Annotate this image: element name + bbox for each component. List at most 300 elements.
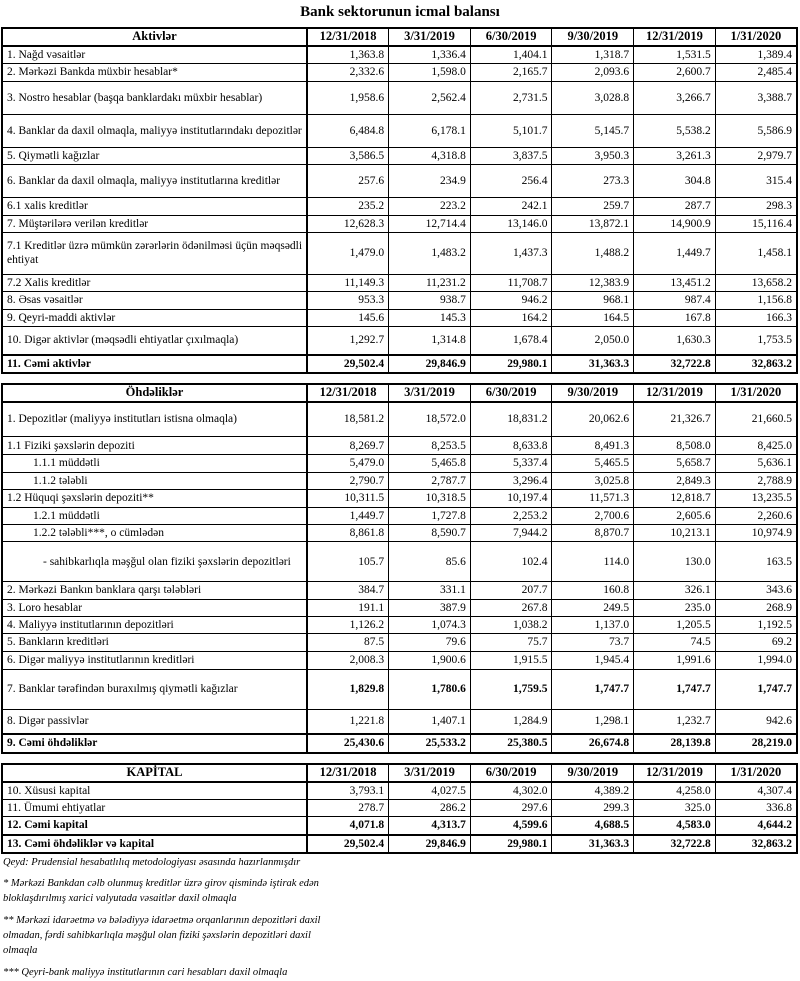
cell-value: 15,116.4: [715, 215, 797, 232]
row-label: 7. Banklar tərəfindən buraxılmış qiymətli kağızlar: [2, 669, 307, 709]
table-header-row: [2, 384, 797, 402]
cell-value: 2,485.4: [715, 64, 797, 81]
table-header-row: [2, 28, 797, 46]
cell-value: 3,837.5: [470, 147, 552, 164]
column-header-date: 1/31/2020: [715, 28, 797, 46]
cell-value: 1,900.6: [389, 651, 471, 669]
table-row: [2, 817, 797, 835]
cell-value: 5,101.7: [470, 114, 552, 147]
cell-value: 20,062.6: [552, 402, 634, 437]
row-label: 1. Nağd vəsaitlər: [2, 46, 307, 64]
cell-value: 5,658.7: [634, 455, 716, 472]
cell-value: 5,465.8: [389, 455, 471, 472]
column-header-date: 12/31/2018: [307, 384, 389, 402]
cell-value: 160.8: [552, 582, 634, 599]
cell-value: 7,944.2: [470, 524, 552, 541]
cell-value: 21,326.7: [634, 402, 716, 437]
column-header-date: 3/31/2019: [389, 28, 471, 46]
cell-value: 1,192.5: [715, 617, 797, 634]
cell-value: 166.3: [715, 309, 797, 326]
cell-value: 5,465.5: [552, 455, 634, 472]
row-label: 9. Cəmi öhdəliklər: [2, 734, 307, 752]
table-row: [2, 542, 797, 582]
cell-value: 1,630.3: [634, 327, 716, 355]
cell-value: 4,583.0: [634, 817, 716, 835]
row-label: 12. Cəmi kapital: [2, 817, 307, 835]
cell-value: 1,038.2: [470, 617, 552, 634]
row-label: 7.2 Xalis kreditlər: [2, 274, 307, 291]
row-label: 7.1 Kreditlər üzrə mümkün zərərlərin ödənilməsi üçün məqsədli ehtiyat: [2, 232, 307, 274]
cell-value: 26,674.8: [552, 734, 634, 752]
cell-value: 85.6: [389, 542, 471, 582]
table-row: [2, 455, 797, 472]
cell-value: 297.6: [470, 800, 552, 817]
table-row: [2, 835, 797, 853]
cell-value: 1,678.4: [470, 327, 552, 355]
cell-value: 1,449.7: [634, 232, 716, 274]
cell-value: 3,586.5: [307, 147, 389, 164]
cell-value: 1,598.0: [389, 64, 471, 81]
cell-value: 163.5: [715, 542, 797, 582]
cell-value: 75.7: [470, 634, 552, 651]
cell-value: 13,146.0: [470, 215, 552, 232]
cell-value: 387.9: [389, 599, 471, 616]
row-label: 1.2 Hüquqi şəxslərin depoziti**: [2, 490, 307, 507]
footnote-legal-entities: ** Mərkəzi idarəetmə və bələdiyyə idarəetmə orqanlarının depozitləri daxil olmadan, fərdi sahibkarlıqla məşğul olan fiziki şəxslərin depozitləri daxil olmaqla: [3, 914, 321, 956]
cell-value: 10,311.5: [307, 490, 389, 507]
cell-value: 259.7: [552, 198, 634, 215]
cell-value: 4,302.0: [470, 782, 552, 800]
cell-value: 5,538.2: [634, 114, 716, 147]
footnote-central-bank: * Mərkəzi Bankdan cəlb olunmuş kreditlər üzrə girov qismində iştirak edən bloklaşdırılmış xarici valyutada vəsaitlər daxil olmaqla: [3, 878, 319, 905]
cell-value: 29,846.9: [389, 835, 471, 853]
table-row: [2, 81, 797, 114]
cell-value: 102.4: [470, 542, 552, 582]
row-label: 13. Cəmi öhdəliklər və kapital: [2, 835, 307, 853]
cell-value: 235.2: [307, 198, 389, 215]
table-row: [2, 165, 797, 198]
cell-value: 10,213.1: [634, 524, 716, 541]
cell-value: 1,363.8: [307, 46, 389, 64]
table-row: [2, 709, 797, 734]
row-label: 11. Ümumi ehtiyatlar: [2, 800, 307, 817]
cell-value: 13,235.5: [715, 490, 797, 507]
cell-value: 114.0: [552, 542, 634, 582]
table-row: [2, 402, 797, 437]
cell-value: 14,900.9: [634, 215, 716, 232]
row-label: 9. Qeyri-maddi aktivlər: [2, 309, 307, 326]
table-header-row: [2, 764, 797, 782]
table-row: [2, 437, 797, 455]
cell-value: 2,093.6: [552, 64, 634, 81]
cell-value: 2,790.7: [307, 472, 389, 489]
row-label: 1.1 Fiziki şəxslərin depoziti: [2, 437, 307, 455]
methodology-note: Qeyd: Prudensial hesabatlılıq metodologiyası əsasında hazırlanmışdır: [3, 857, 301, 869]
cell-value: 13,658.2: [715, 274, 797, 291]
cell-value: 1,318.7: [552, 46, 634, 64]
cell-value: 5,636.1: [715, 455, 797, 472]
cell-value: 12,383.9: [552, 274, 634, 291]
table-row: [2, 309, 797, 326]
row-label: 4. Maliyyə institutlarının depozitləri: [2, 617, 307, 634]
column-header-date: 12/31/2018: [307, 28, 389, 46]
cell-value: 1,232.7: [634, 709, 716, 734]
cell-value: 2,253.2: [470, 507, 552, 524]
cell-value: 5,145.7: [552, 114, 634, 147]
table-row: [2, 634, 797, 651]
cell-value: 268.9: [715, 599, 797, 616]
row-label: 5. Qiymətli kağızlar: [2, 147, 307, 164]
cell-value: 3,388.7: [715, 81, 797, 114]
cell-value: 223.2: [389, 198, 471, 215]
row-label: 11. Cəmi aktivlər: [2, 355, 307, 373]
cell-value: 242.1: [470, 198, 552, 215]
cell-value: 11,149.3: [307, 274, 389, 291]
cell-value: 235.0: [634, 599, 716, 616]
cell-value: 4,599.6: [470, 817, 552, 835]
row-label: 10. Digər aktivlər (məqsədli ehtiyatlar çıxılmaqla): [2, 327, 307, 355]
liabilities-table: [1, 383, 798, 754]
row-label: 8. Digər passivlər: [2, 709, 307, 734]
column-header-date: 9/30/2019: [552, 28, 634, 46]
cell-value: 10,318.5: [389, 490, 471, 507]
cell-value: 8,870.7: [552, 524, 634, 541]
row-label: 7. Müştərilərə verilən kreditlər: [2, 215, 307, 232]
cell-value: 1,991.6: [634, 651, 716, 669]
cell-value: 29,846.9: [389, 355, 471, 373]
table-spacer: [1, 754, 799, 763]
cell-value: 1,753.5: [715, 327, 797, 355]
cell-value: 1,780.6: [389, 669, 471, 709]
capital-table: [1, 763, 798, 855]
row-label: 1.1.1 müddətli: [2, 455, 307, 472]
cell-value: 298.3: [715, 198, 797, 215]
table-row: [2, 651, 797, 669]
cell-value: 278.7: [307, 800, 389, 817]
cell-value: 8,269.7: [307, 437, 389, 455]
cell-value: 32,722.8: [634, 355, 716, 373]
table-row: [2, 46, 797, 64]
cell-value: 273.3: [552, 165, 634, 198]
cell-value: 4,389.2: [552, 782, 634, 800]
cell-value: 130.0: [634, 542, 716, 582]
cell-value: 1,292.7: [307, 327, 389, 355]
cell-value: 8,861.8: [307, 524, 389, 541]
cell-value: 256.4: [470, 165, 552, 198]
cell-value: 3,025.8: [552, 472, 634, 489]
table-row: [2, 582, 797, 599]
cell-value: 18,572.0: [389, 402, 471, 437]
cell-value: 1,488.2: [552, 232, 634, 274]
table-row: [2, 617, 797, 634]
cell-value: 8,590.7: [389, 524, 471, 541]
table-row: [2, 274, 797, 291]
cell-value: 2,700.6: [552, 507, 634, 524]
cell-value: 336.8: [715, 800, 797, 817]
cell-value: 2,600.7: [634, 64, 716, 81]
cell-value: 167.8: [634, 309, 716, 326]
column-header-date: 6/30/2019: [470, 28, 552, 46]
column-header-date: 12/31/2018: [307, 764, 389, 782]
column-header-date: 3/31/2019: [389, 384, 471, 402]
row-label: 2. Mərkəzi Bankda müxbir hesablar*: [2, 64, 307, 81]
cell-value: 32,722.8: [634, 835, 716, 853]
cell-value: 2,731.5: [470, 81, 552, 114]
cell-value: 2,849.3: [634, 472, 716, 489]
cell-value: 11,231.2: [389, 274, 471, 291]
cell-value: 31,363.3: [552, 835, 634, 853]
cell-value: 145.3: [389, 309, 471, 326]
cell-value: 2,165.7: [470, 64, 552, 81]
cell-value: 5,479.0: [307, 455, 389, 472]
cell-value: 1,915.5: [470, 651, 552, 669]
cell-value: 1,137.0: [552, 617, 634, 634]
cell-value: 74.5: [634, 634, 716, 651]
cell-value: 3,950.3: [552, 147, 634, 164]
row-label: 6. Banklar da daxil olmaqla, maliyyə institutlarına kreditlər: [2, 165, 307, 198]
table-spacer: [1, 374, 799, 383]
row-label: 2. Mərkəzi Bankın banklara qarşı tələbləri: [2, 582, 307, 599]
cell-value: 4,313.7: [389, 817, 471, 835]
cell-value: 28,139.8: [634, 734, 716, 752]
cell-value: 69.2: [715, 634, 797, 651]
cell-value: 31,363.3: [552, 355, 634, 373]
column-header-date: 1/31/2020: [715, 764, 797, 782]
cell-value: 25,430.6: [307, 734, 389, 752]
cell-value: 1,389.4: [715, 46, 797, 64]
cell-value: 1,205.5: [634, 617, 716, 634]
cell-value: 4,318.8: [389, 147, 471, 164]
column-header-date: 12/31/2019: [634, 384, 716, 402]
column-header-date: 6/30/2019: [470, 384, 552, 402]
cell-value: 1,483.2: [389, 232, 471, 274]
cell-value: 942.6: [715, 709, 797, 734]
cell-value: 8,633.8: [470, 437, 552, 455]
table-row: [2, 147, 797, 164]
cell-value: 32,863.2: [715, 355, 797, 373]
cell-value: 343.6: [715, 582, 797, 599]
cell-value: 1,531.5: [634, 46, 716, 64]
cell-value: 1,994.0: [715, 651, 797, 669]
cell-value: 1,945.4: [552, 651, 634, 669]
cell-value: 4,258.0: [634, 782, 716, 800]
cell-value: 1,284.9: [470, 709, 552, 734]
table-section-title: Aktivlər: [2, 28, 307, 46]
cell-value: 1,759.5: [470, 669, 552, 709]
row-label: 3. Nostro hesablar (başqa banklardakı müxbir hesablar): [2, 81, 307, 114]
row-label: 10. Xüsusi kapital: [2, 782, 307, 800]
table-row: [2, 472, 797, 489]
table-row: [2, 599, 797, 616]
column-header-date: 6/30/2019: [470, 764, 552, 782]
table-row: [2, 327, 797, 355]
cell-value: 21,660.5: [715, 402, 797, 437]
table-row: [2, 669, 797, 709]
cell-value: 326.1: [634, 582, 716, 599]
cell-value: 267.8: [470, 599, 552, 616]
cell-value: 13,451.2: [634, 274, 716, 291]
cell-value: 4,307.4: [715, 782, 797, 800]
cell-value: 1,458.1: [715, 232, 797, 274]
cell-value: 10,974.9: [715, 524, 797, 541]
cell-value: 4,027.5: [389, 782, 471, 800]
cell-value: 3,261.3: [634, 147, 716, 164]
row-label: 6.1 xalis kreditlər: [2, 198, 307, 215]
table-row: [2, 232, 797, 274]
table-section-title: KAPİTAL: [2, 764, 307, 782]
cell-value: 2,787.7: [389, 472, 471, 489]
cell-value: 29,980.1: [470, 835, 552, 853]
table-row: [2, 114, 797, 147]
table-row: [2, 198, 797, 215]
cell-value: 286.2: [389, 800, 471, 817]
cell-value: 257.6: [307, 165, 389, 198]
row-label: 1.2.1 müddətli: [2, 507, 307, 524]
cell-value: 29,502.4: [307, 355, 389, 373]
cell-value: 1,747.7: [715, 669, 797, 709]
cell-value: 4,071.8: [307, 817, 389, 835]
row-label: 3. Loro hesablar: [2, 599, 307, 616]
cell-value: 1,407.1: [389, 709, 471, 734]
cell-value: 2,788.9: [715, 472, 797, 489]
cell-value: 79.6: [389, 634, 471, 651]
cell-value: 1,336.4: [389, 46, 471, 64]
column-header-date: 12/31/2019: [634, 764, 716, 782]
cell-value: 2,605.6: [634, 507, 716, 524]
cell-value: 1,829.8: [307, 669, 389, 709]
cell-value: 5,586.9: [715, 114, 797, 147]
cell-value: 938.7: [389, 292, 471, 309]
row-label: 8. Əsas vəsaitlər: [2, 292, 307, 309]
cell-value: 145.6: [307, 309, 389, 326]
table-row: [2, 292, 797, 309]
cell-value: 6,484.8: [307, 114, 389, 147]
cell-value: 234.9: [389, 165, 471, 198]
cell-value: 304.8: [634, 165, 716, 198]
row-label: 1.2.2 tələbli***, o cümlədən: [2, 524, 307, 541]
table-row: [2, 215, 797, 232]
row-label: - sahibkarlıqla məşğul olan fiziki şəxslərin depozitləri: [2, 542, 307, 582]
cell-value: 29,980.1: [470, 355, 552, 373]
cell-value: 3,266.7: [634, 81, 716, 114]
cell-value: 28,219.0: [715, 734, 797, 752]
cell-value: 25,533.2: [389, 734, 471, 752]
table-row: [2, 507, 797, 524]
cell-value: 3,028.8: [552, 81, 634, 114]
cell-value: 953.3: [307, 292, 389, 309]
cell-value: 11,571.3: [552, 490, 634, 507]
cell-value: 987.4: [634, 292, 716, 309]
cell-value: 2,008.3: [307, 651, 389, 669]
table-row: [2, 355, 797, 373]
cell-value: 73.7: [552, 634, 634, 651]
cell-value: 29,502.4: [307, 835, 389, 853]
cell-value: 249.5: [552, 599, 634, 616]
cell-value: 8,508.0: [634, 437, 716, 455]
cell-value: 946.2: [470, 292, 552, 309]
cell-value: 4,688.5: [552, 817, 634, 835]
cell-value: 5,337.4: [470, 455, 552, 472]
cell-value: 12,628.3: [307, 215, 389, 232]
cell-value: 164.2: [470, 309, 552, 326]
column-header-date: 9/30/2019: [552, 764, 634, 782]
row-label: 5. Bankların kreditləri: [2, 634, 307, 651]
table-row: [2, 64, 797, 81]
column-header-date: 12/31/2019: [634, 28, 716, 46]
cell-value: 1,404.1: [470, 46, 552, 64]
cell-value: 384.7: [307, 582, 389, 599]
cell-value: 287.7: [634, 198, 716, 215]
cell-value: 1,747.7: [634, 669, 716, 709]
table-row: [2, 490, 797, 507]
column-header-date: 3/31/2019: [389, 764, 471, 782]
cell-value: 1,298.1: [552, 709, 634, 734]
cell-value: 191.1: [307, 599, 389, 616]
cell-value: 87.5: [307, 634, 389, 651]
cell-value: 1,314.8: [389, 327, 471, 355]
cell-value: 25,380.5: [470, 734, 552, 752]
cell-value: 1,727.8: [389, 507, 471, 524]
cell-value: 105.7: [307, 542, 389, 582]
cell-value: 12,818.7: [634, 490, 716, 507]
cell-value: 2,260.6: [715, 507, 797, 524]
cell-value: 6,178.1: [389, 114, 471, 147]
cell-value: 32,863.2: [715, 835, 797, 853]
row-label: 1. Depozitlər (maliyyə institutları istisna olmaqla): [2, 402, 307, 437]
column-header-date: 9/30/2019: [552, 384, 634, 402]
cell-value: 10,197.4: [470, 490, 552, 507]
cell-value: 1,156.8: [715, 292, 797, 309]
cell-value: 1,958.6: [307, 81, 389, 114]
cell-value: 2,050.0: [552, 327, 634, 355]
cell-value: 1,479.0: [307, 232, 389, 274]
cell-value: 325.0: [634, 800, 716, 817]
cell-value: 8,425.0: [715, 437, 797, 455]
cell-value: 315.4: [715, 165, 797, 198]
table-section-title: Öhdəliklər: [2, 384, 307, 402]
assets-table: [1, 27, 798, 374]
cell-value: 2,979.7: [715, 147, 797, 164]
cell-value: 1,747.7: [552, 669, 634, 709]
row-label: 1.1.2 tələbli: [2, 472, 307, 489]
row-label: 6. Digər maliyyə institutlarının kreditləri: [2, 651, 307, 669]
column-header-date: 1/31/2020: [715, 384, 797, 402]
cell-value: 2,562.4: [389, 81, 471, 114]
cell-value: 331.1: [389, 582, 471, 599]
cell-value: 1,449.7: [307, 507, 389, 524]
cell-value: 3,296.4: [470, 472, 552, 489]
cell-value: 8,491.3: [552, 437, 634, 455]
cell-value: 13,872.1: [552, 215, 634, 232]
table-row: [2, 524, 797, 541]
cell-value: 8,253.5: [389, 437, 471, 455]
cell-value: 164.5: [552, 309, 634, 326]
cell-value: 1,126.2: [307, 617, 389, 634]
cell-value: 3,793.1: [307, 782, 389, 800]
row-label: 4. Banklar da daxil olmaqla, maliyyə institutlarındakı depozitlər: [2, 114, 307, 147]
cell-value: 18,831.2: [470, 402, 552, 437]
cell-value: 1,437.3: [470, 232, 552, 274]
table-row: [2, 800, 797, 817]
cell-value: 12,714.4: [389, 215, 471, 232]
page-title: Bank sektorunun icmal balansı: [300, 4, 500, 20]
cell-value: 11,708.7: [470, 274, 552, 291]
cell-value: 4,644.2: [715, 817, 797, 835]
cell-value: 968.1: [552, 292, 634, 309]
table-row: [2, 734, 797, 752]
cell-value: 1,074.3: [389, 617, 471, 634]
cell-value: 1,221.8: [307, 709, 389, 734]
